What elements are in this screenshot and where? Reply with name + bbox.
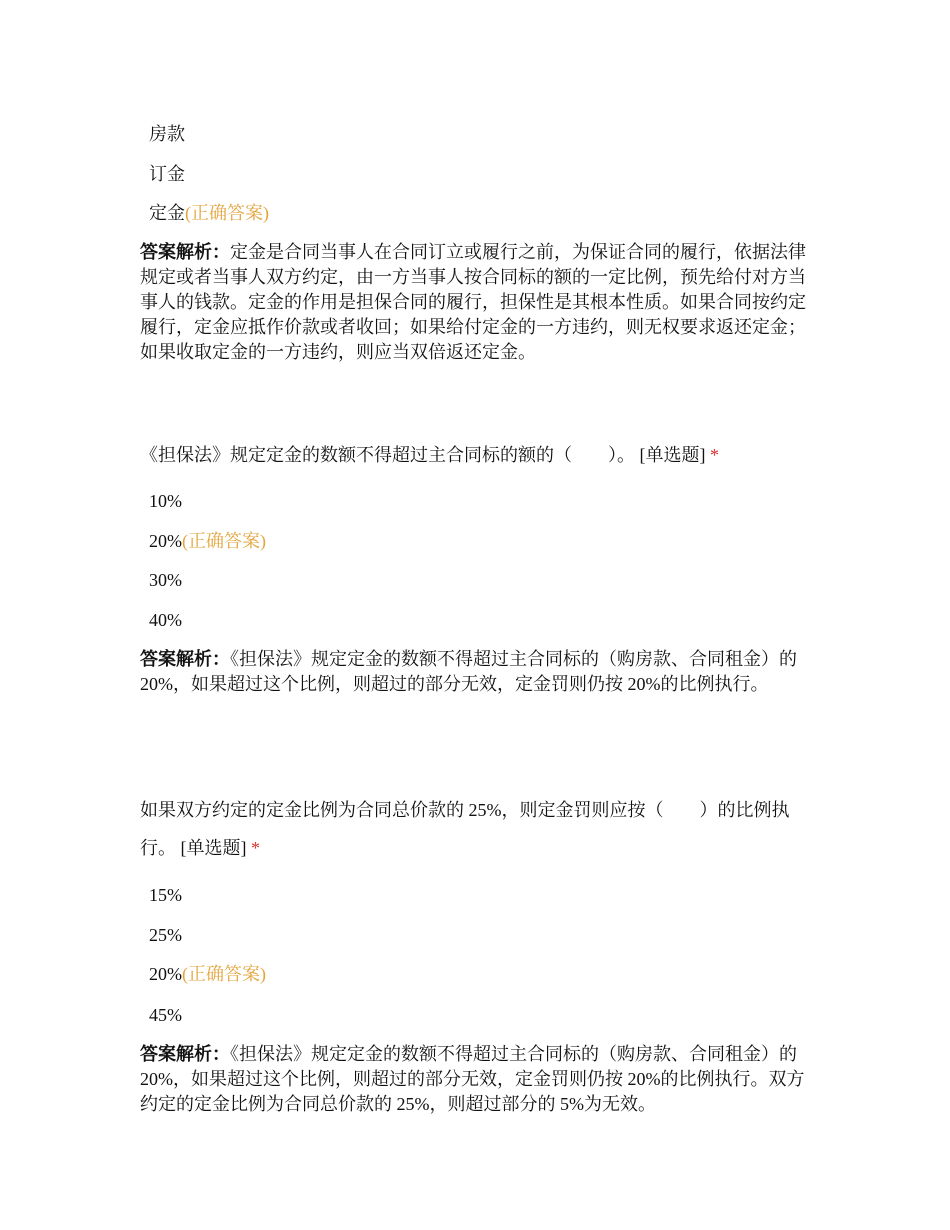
analysis-label: 答案解析： bbox=[140, 649, 230, 669]
analysis-text: 定金是合同当事人在合同订立或履行之前，为保证合同的履行，依据法律规定或者当事人双方约定，由一方当事人按合同标的额的一定比例，预先给付对方当事人的钱款。定金的作用是担保合同的履行，担保性是其根本性质。如果合同按约定履行，定金应抵作价款或者收回；如果给付定金的一方违约，则无权要求返还定金；如果收取定金的一方违约，则应当双倍返还定金。 bbox=[140, 242, 806, 362]
required-mark: * bbox=[710, 445, 719, 465]
question-text: 如果双方约定的定金比例为合同总价款的 25%，则定金罚则应按（ ）的比例执行。 [单选题] bbox=[140, 800, 790, 858]
option-text: 30% bbox=[149, 570, 182, 590]
correct-answer-badge: (正确答案) bbox=[182, 531, 266, 551]
option-text: 45% bbox=[149, 1005, 182, 1025]
analysis-label: 答案解析： bbox=[140, 242, 230, 262]
option-text: 15% bbox=[149, 885, 182, 905]
option-text: 25% bbox=[149, 925, 182, 945]
q2-question bbox=[140, 436, 820, 474]
option-text: 房款 bbox=[149, 124, 185, 144]
option-text: 20% bbox=[149, 964, 182, 984]
analysis-label: 答案解析： bbox=[140, 1044, 230, 1064]
option-text: 40% bbox=[149, 610, 182, 630]
q3-option-4[interactable] bbox=[149, 1004, 182, 1026]
q2-analysis bbox=[140, 647, 820, 697]
q1-option-1[interactable] bbox=[149, 123, 185, 145]
required-mark: * bbox=[251, 838, 260, 858]
option-text: 订金 bbox=[149, 164, 185, 184]
analysis-text: 《担保法》规定定金的数额不得超过主合同标的（购房款、合同租金）的 20%，如果超过这个比例，则超过的部分无效，定金罚则仍按 20%的比例执行。 bbox=[140, 649, 797, 694]
q2-option-1[interactable] bbox=[149, 490, 182, 512]
question-text: 《担保法》规定定金的数额不得超过主合同标的额的（ ）。 [单选题] bbox=[140, 445, 706, 465]
q3-option-3[interactable] bbox=[149, 963, 266, 985]
option-text: 10% bbox=[149, 491, 182, 511]
q1-option-2[interactable] bbox=[149, 163, 185, 185]
option-text: 20% bbox=[149, 531, 182, 551]
q3-question bbox=[140, 791, 820, 867]
q3-option-1[interactable] bbox=[149, 884, 182, 906]
q1-analysis bbox=[140, 240, 820, 365]
correct-answer-badge: (正确答案) bbox=[182, 964, 266, 984]
analysis-text: 《担保法》规定定金的数额不得超过主合同标的（购房款、合同租金）的 20%，如果超过这个比例，则超过的部分无效，定金罚则仍按 20%的比例执行。双方约定的定金比例为合同总价款的 25%，则超过部分的 5%为无效。 bbox=[140, 1044, 805, 1114]
q3-option-2[interactable] bbox=[149, 924, 182, 946]
q3-analysis bbox=[140, 1042, 820, 1117]
q2-option-4[interactable] bbox=[149, 609, 182, 631]
q2-option-3[interactable] bbox=[149, 569, 182, 591]
q2-option-2[interactable] bbox=[149, 530, 266, 552]
correct-answer-badge: (正确答案) bbox=[185, 203, 269, 223]
option-text: 定金 bbox=[149, 203, 185, 223]
q1-option-3[interactable] bbox=[149, 202, 269, 224]
